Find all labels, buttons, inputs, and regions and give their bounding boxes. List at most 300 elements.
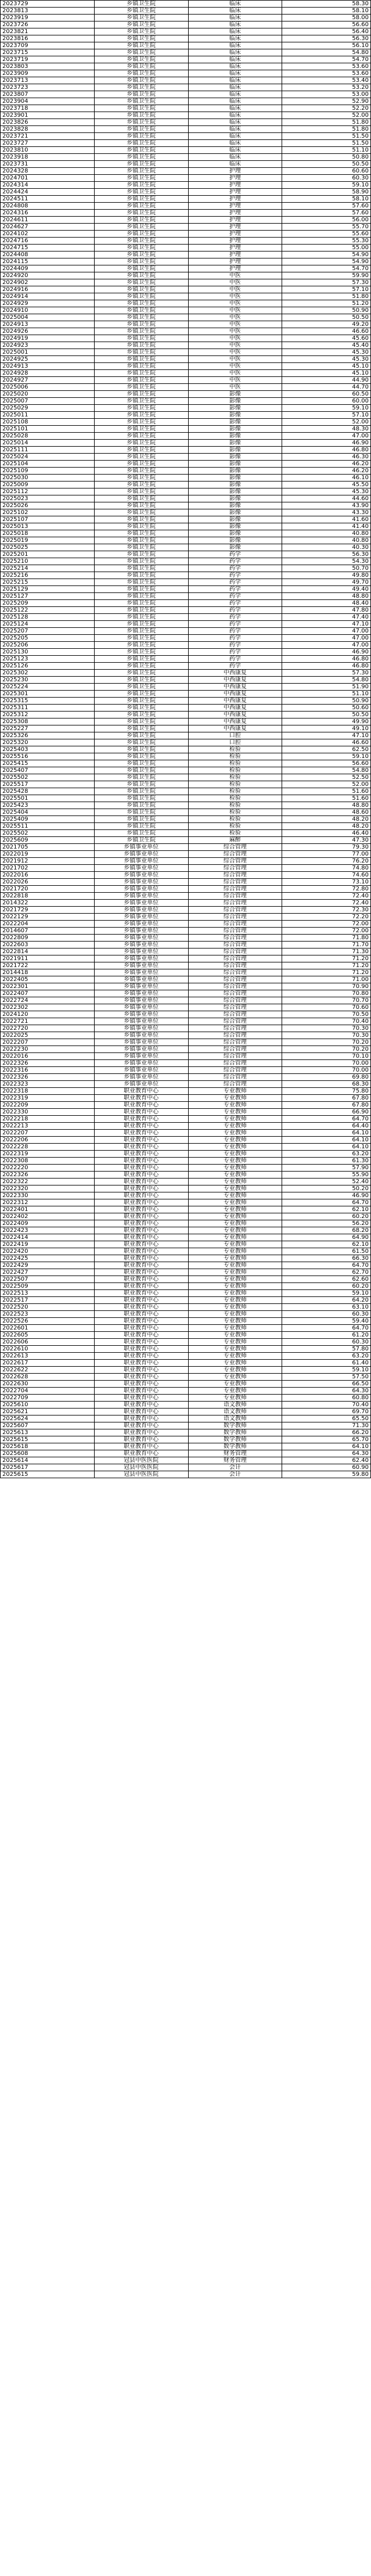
post-cell: 中医: [188, 356, 282, 363]
score-cell: 49.80: [282, 572, 371, 579]
post-cell: 综合管理: [188, 1053, 282, 1060]
post-cell: 专业教师: [188, 1220, 282, 1227]
post-cell: 药学: [188, 614, 282, 621]
post-cell: 影像: [188, 447, 282, 454]
exam-id-cell: 2025502: [1, 830, 95, 837]
table-row: [1, 1137, 371, 1144]
table-row: [1, 1095, 371, 1102]
exam-id-cell: 2024919: [1, 335, 95, 342]
table-row: [1, 530, 371, 537]
unit-cell: 职业教育中心: [94, 1102, 188, 1109]
score-cell: 72.80: [282, 886, 371, 893]
unit-cell: 乡镇卫生院: [94, 238, 188, 245]
score-cell: 60.90: [282, 1464, 371, 1471]
score-cell: 45.30: [282, 349, 371, 356]
exam-id-cell: 2022523: [1, 1311, 95, 1318]
post-cell: 语文教师: [188, 1415, 282, 1422]
exam-id-cell: 2022302: [1, 1004, 95, 1011]
table-row: [1, 607, 371, 614]
unit-cell: 职业教育中心: [94, 1144, 188, 1151]
table-row: [1, 698, 371, 705]
score-cell: 60.30: [282, 175, 371, 182]
score-cell: 72.00: [282, 928, 371, 935]
exam-id-cell: 2025124: [1, 621, 95, 628]
exam-id-cell: 2022610: [1, 1346, 95, 1353]
table-row: [1, 370, 371, 377]
table-row: [1, 1297, 371, 1304]
table-row: [1, 8, 371, 15]
exam-id-cell: 2023803: [1, 63, 95, 70]
unit-cell: 乡镇卫生院: [94, 314, 188, 321]
exam-id-cell: 2025112: [1, 488, 95, 495]
post-cell: 专业教师: [188, 1346, 282, 1353]
unit-cell: 乡镇卫生院: [94, 732, 188, 739]
unit-cell: 乡镇卫生院: [94, 112, 188, 119]
post-cell: 专业教师: [188, 1192, 282, 1199]
unit-cell: 职业教育中心: [94, 1095, 188, 1102]
exam-id-cell: 2022520: [1, 1304, 95, 1311]
unit-cell: 乡镇卫生院: [94, 231, 188, 238]
exam-id-cell: 2025320: [1, 739, 95, 746]
unit-cell: 职业教育中心: [94, 1436, 188, 1443]
post-cell: 综合管理: [188, 949, 282, 955]
post-cell: 影像: [188, 454, 282, 461]
post-cell: 中医: [188, 272, 282, 279]
table-row: [1, 1346, 371, 1353]
score-cell: 61.40: [282, 1360, 371, 1367]
unit-cell: 职业教育中心: [94, 1172, 188, 1179]
table-row: [1, 921, 371, 928]
score-cell: 48.40: [282, 600, 371, 607]
score-cell: 64.30: [282, 1388, 371, 1395]
post-cell: 数学教师: [188, 1436, 282, 1443]
score-cell: 64.40: [282, 1123, 371, 1130]
table-row: [1, 1192, 371, 1199]
exam-id-cell: 2025026: [1, 502, 95, 509]
exam-id-cell: 2022420: [1, 1248, 95, 1255]
table-row: [1, 969, 371, 976]
exam-id-cell: 2022721: [1, 1018, 95, 1025]
unit-cell: 乡镇事业单位: [94, 879, 188, 886]
unit-cell: 职业教育中心: [94, 1311, 188, 1318]
exam-id-cell: 2025302: [1, 670, 95, 677]
unit-cell: 乡镇卫生院: [94, 628, 188, 635]
unit-cell: 职业教育中心: [94, 1234, 188, 1241]
unit-cell: 职业教育中心: [94, 1318, 188, 1325]
post-cell: 专业教师: [188, 1339, 282, 1346]
table-row: [1, 593, 371, 600]
score-cell: 59.10: [282, 753, 371, 760]
table-row: [1, 670, 371, 677]
exam-id-cell: 2022414: [1, 1234, 95, 1241]
post-cell: 药学: [188, 600, 282, 607]
table-row: [1, 412, 371, 419]
unit-cell: 职业教育中心: [94, 1395, 188, 1402]
exam-id-cell: 2023919: [1, 15, 95, 21]
table-row: [1, 1353, 371, 1360]
exam-id-cell: 2025107: [1, 516, 95, 523]
score-cell: 72.20: [282, 914, 371, 921]
exam-id-cell: 2022326: [1, 1074, 95, 1081]
table-row: [1, 1158, 371, 1165]
post-cell: 专业教师: [188, 1283, 282, 1290]
post-cell: 药学: [188, 663, 282, 670]
table-row: [1, 1123, 371, 1130]
exam-id-cell: 2022630: [1, 1381, 95, 1388]
score-cell: 62.50: [282, 746, 371, 753]
table-row: [1, 433, 371, 440]
score-cell: 56.40: [282, 28, 371, 35]
unit-cell: 职业教育中心: [94, 1199, 188, 1206]
score-cell: 52.00: [282, 781, 371, 788]
post-cell: 专业教师: [188, 1290, 282, 1297]
exam-id-cell: 2022230: [1, 1046, 95, 1053]
post-cell: 综合管理: [188, 1067, 282, 1074]
score-cell: 47.80: [282, 607, 371, 614]
post-cell: 专业教师: [188, 1332, 282, 1339]
unit-cell: 乡镇卫生院: [94, 105, 188, 112]
table-row: [1, 558, 371, 565]
exam-id-cell: 2022019: [1, 851, 95, 858]
post-cell: 综合管理: [188, 872, 282, 879]
unit-cell: 乡镇事业单位: [94, 851, 188, 858]
score-cell: 71.30: [282, 949, 371, 955]
post-cell: 影像: [188, 391, 282, 398]
table-row: [1, 224, 371, 231]
post-cell: 综合管理: [188, 851, 282, 858]
score-cell: 55.70: [282, 224, 371, 231]
score-cell: 70.40: [282, 1018, 371, 1025]
exam-id-cell: 2025409: [1, 816, 95, 823]
post-cell: 会计: [188, 1471, 282, 1478]
post-cell: 专业教师: [188, 1325, 282, 1332]
unit-cell: 乡镇卫生院: [94, 725, 188, 732]
post-cell: 综合管理: [188, 1032, 282, 1039]
score-cell: 51.10: [282, 147, 371, 154]
unit-cell: 职业教育中心: [94, 1116, 188, 1123]
table-row: [1, 516, 371, 523]
post-cell: 影像: [188, 537, 282, 544]
post-cell: 专业教师: [188, 1227, 282, 1234]
post-cell: 临床: [188, 126, 282, 133]
post-cell: 会计: [188, 1464, 282, 1471]
unit-cell: 职业教育中心: [94, 1360, 188, 1367]
score-cell: 47.10: [282, 621, 371, 628]
post-cell: 药学: [188, 656, 282, 663]
score-cell: 55.60: [282, 231, 371, 238]
table-row: [1, 1032, 371, 1039]
score-cell: 60.50: [282, 391, 371, 398]
exam-id-cell: 2025501: [1, 795, 95, 802]
exam-id-cell: 2025018: [1, 530, 95, 537]
post-cell: 专业教师: [188, 1374, 282, 1381]
score-cell: 70.60: [282, 1004, 371, 1011]
unit-cell: 乡镇事业单位: [94, 1032, 188, 1039]
unit-cell: 职业教育中心: [94, 1422, 188, 1429]
post-cell: 临床: [188, 42, 282, 49]
table-row: [1, 1213, 371, 1220]
score-cell: 70.80: [282, 990, 371, 997]
unit-cell: 乡镇卫生院: [94, 509, 188, 516]
table-row: [1, 440, 371, 447]
exam-id-cell: 2025312: [1, 712, 95, 718]
score-cell: 47.30: [282, 837, 371, 844]
unit-cell: 职业教育中心: [94, 1353, 188, 1360]
table-row: [1, 1241, 371, 1248]
unit-cell: 乡镇卫生院: [94, 440, 188, 447]
exam-id-cell: 2025610: [1, 1402, 95, 1409]
score-cell: 51.50: [282, 140, 371, 147]
table-row: [1, 272, 371, 279]
unit-cell: 乡镇事业单位: [94, 997, 188, 1004]
post-cell: 专业教师: [188, 1262, 282, 1269]
post-cell: 检验: [188, 767, 282, 774]
score-cell: 43.90: [282, 502, 371, 509]
score-cell: 72.40: [282, 893, 371, 900]
unit-cell: 乡镇卫生院: [94, 809, 188, 816]
exam-id-cell: 2025516: [1, 753, 95, 760]
table-row: [1, 1388, 371, 1395]
exam-id-cell: 2025024: [1, 454, 95, 461]
exam-id-cell: 2024314: [1, 182, 95, 189]
table-row: [1, 307, 371, 314]
exam-id-cell: 2014418: [1, 969, 95, 976]
score-cell: 71.20: [282, 969, 371, 976]
post-cell: 中医: [188, 321, 282, 328]
exam-id-cell: 2022129: [1, 914, 95, 921]
table-row: [1, 802, 371, 809]
post-cell: 临床: [188, 105, 282, 112]
post-cell: 专业教师: [188, 1095, 282, 1102]
table-row: [1, 349, 371, 356]
table-row: [1, 823, 371, 830]
score-cell: 50.90: [282, 307, 371, 314]
score-cell: 46.90: [282, 649, 371, 656]
post-cell: 药学: [188, 579, 282, 586]
unit-cell: 乡镇卫生院: [94, 816, 188, 823]
unit-cell: 乡镇事业单位: [94, 949, 188, 955]
table-row: [1, 419, 371, 426]
unit-cell: 职业教育中心: [94, 1262, 188, 1269]
table-row: [1, 725, 371, 732]
score-cell: 41.40: [282, 523, 371, 530]
unit-cell: 乡镇卫生院: [94, 530, 188, 537]
exam-id-cell: 2022312: [1, 1199, 95, 1206]
exam-id-cell: 2024920: [1, 272, 95, 279]
score-cell: 49.90: [282, 718, 371, 725]
exam-id-cell: 2023826: [1, 119, 95, 126]
post-cell: 综合管理: [188, 997, 282, 1004]
table-row: [1, 1283, 371, 1290]
score-cell: 46.90: [282, 1192, 371, 1199]
score-cell: 54.80: [282, 767, 371, 774]
score-cell: 53.20: [282, 84, 371, 91]
unit-cell: 乡镇卫生院: [94, 210, 188, 217]
exam-id-cell: 2025224: [1, 684, 95, 691]
exam-id-cell: 2022724: [1, 997, 95, 1004]
exam-id-cell: 2022326: [1, 1172, 95, 1179]
table-row: [1, 1116, 371, 1123]
post-cell: 检验: [188, 760, 282, 767]
unit-cell: 乡镇卫生院: [94, 63, 188, 70]
unit-cell: 职业教育中心: [94, 1304, 188, 1311]
score-cell: 57.10: [282, 286, 371, 293]
exam-id-cell: 2024627: [1, 224, 95, 231]
exam-id-cell: 2025613: [1, 1429, 95, 1436]
exam-id-cell: 2022322: [1, 1179, 95, 1185]
score-cell: 62.60: [282, 1276, 371, 1283]
score-cell: 51.60: [282, 795, 371, 802]
score-cell: 73.10: [282, 879, 371, 886]
table-row: [1, 56, 371, 63]
unit-cell: 乡镇卫生院: [94, 649, 188, 656]
score-cell: 59.10: [282, 405, 371, 412]
post-cell: 检验: [188, 746, 282, 753]
exam-id-cell: 2024102: [1, 231, 95, 238]
exam-id-cell: 2022330: [1, 1192, 95, 1199]
unit-cell: 乡镇卫生院: [94, 495, 188, 502]
exam-id-cell: 2023731: [1, 161, 95, 168]
unit-cell: 乡镇事业单位: [94, 955, 188, 962]
unit-cell: 职业教育中心: [94, 1450, 188, 1457]
unit-cell: 职业教育中心: [94, 1088, 188, 1095]
unit-cell: 乡镇卫生院: [94, 419, 188, 426]
unit-cell: 乡镇卫生院: [94, 363, 188, 370]
score-cell: 46.80: [282, 447, 371, 454]
exam-id-cell: 2025019: [1, 537, 95, 544]
unit-cell: 职业教育中心: [94, 1185, 188, 1192]
exam-id-cell: 2022323: [1, 1081, 95, 1088]
table-row: [1, 1227, 371, 1234]
score-cell: 53.60: [282, 70, 371, 77]
post-cell: 护理: [188, 224, 282, 231]
score-cell: 52.20: [282, 105, 371, 112]
unit-cell: 职业教育中心: [94, 1179, 188, 1185]
score-cell: 50.20: [282, 1185, 371, 1192]
score-cell: 64.70: [282, 1199, 371, 1206]
score-cell: 45.60: [282, 335, 371, 342]
table-row: [1, 328, 371, 335]
score-cell: 64.70: [282, 1116, 371, 1123]
score-cell: 60.30: [282, 1311, 371, 1318]
unit-cell: 乡镇卫生院: [94, 705, 188, 712]
score-cell: 55.00: [282, 245, 371, 252]
score-cell: 72.40: [282, 900, 371, 907]
post-cell: 专业教师: [188, 1199, 282, 1206]
exam-id-cell: 2014607: [1, 928, 95, 935]
exam-id-cell: 2022308: [1, 1158, 95, 1165]
table-row: [1, 265, 371, 272]
exam-id-cell: 2025001: [1, 349, 95, 356]
exam-id-cell: 2024923: [1, 342, 95, 349]
unit-cell: 乡镇事业单位: [94, 844, 188, 851]
post-cell: 药学: [188, 635, 282, 642]
score-cell: 76.20: [282, 858, 371, 865]
post-cell: 专业教师: [188, 1088, 282, 1095]
post-cell: 中医: [188, 363, 282, 370]
table-row: [1, 983, 371, 990]
exam-id-cell: 2025403: [1, 746, 95, 753]
unit-cell: 职业教育中心: [94, 1241, 188, 1248]
post-cell: 影像: [188, 440, 282, 447]
table-row: [1, 391, 371, 398]
unit-cell: 乡镇卫生院: [94, 746, 188, 753]
table-row: [1, 572, 371, 579]
table-row: [1, 286, 371, 293]
post-cell: 中医: [188, 293, 282, 300]
unit-cell: 乡镇事业单位: [94, 935, 188, 942]
table-row: [1, 488, 371, 495]
score-cell: 60.60: [282, 168, 371, 175]
exam-id-cell: 2023901: [1, 112, 95, 119]
score-cell: 70.90: [282, 983, 371, 990]
score-cell: 44.70: [282, 384, 371, 391]
exam-id-cell: 2025301: [1, 691, 95, 698]
score-cell: 57.60: [282, 203, 371, 210]
table-row: [1, 907, 371, 914]
table-row: [1, 600, 371, 607]
exam-id-cell: 2023723: [1, 84, 95, 91]
unit-cell: 职业教育中心: [94, 1109, 188, 1116]
table-row: [1, 635, 371, 642]
post-cell: 综合管理: [188, 879, 282, 886]
unit-cell: 乡镇卫生院: [94, 614, 188, 621]
unit-cell: 乡镇卫生院: [94, 642, 188, 649]
unit-cell: 乡镇卫生院: [94, 370, 188, 377]
exam-id-cell: 2021702: [1, 865, 95, 872]
table-row: [1, 363, 371, 370]
exam-id-cell: 2024913: [1, 363, 95, 370]
score-cell: 45.10: [282, 363, 371, 370]
unit-cell: 职业教育中心: [94, 1151, 188, 1158]
exam-id-cell: 2022405: [1, 976, 95, 983]
table-row: [1, 258, 371, 265]
exam-id-cell: 2022330: [1, 1109, 95, 1116]
unit-cell: 职业教育中心: [94, 1123, 188, 1130]
exam-id-cell: 2021720: [1, 886, 95, 893]
unit-cell: 乡镇卫生院: [94, 196, 188, 203]
post-cell: 中医: [188, 286, 282, 293]
table-row: [1, 732, 371, 739]
unit-cell: 乡镇卫生院: [94, 586, 188, 593]
unit-cell: 乡镇卫生院: [94, 286, 188, 293]
unit-cell: 乡镇卫生院: [94, 482, 188, 488]
unit-cell: 职业教育中心: [94, 1206, 188, 1213]
exam-id-cell: 2014322: [1, 900, 95, 907]
unit-cell: 乡镇事业单位: [94, 921, 188, 928]
unit-cell: 乡镇卫生院: [94, 551, 188, 558]
exam-id-cell: 2022423: [1, 1227, 95, 1234]
unit-cell: 乡镇卫生院: [94, 461, 188, 468]
exam-id-cell: 2024926: [1, 328, 95, 335]
score-cell: 71.80: [282, 935, 371, 942]
exam-id-cell: 2022507: [1, 1276, 95, 1283]
unit-cell: 乡镇卫生院: [94, 663, 188, 670]
exam-id-cell: 2022326: [1, 1060, 95, 1067]
unit-cell: 乡镇卫生院: [94, 77, 188, 84]
table-row: [1, 523, 371, 530]
table-row: [1, 49, 371, 56]
post-cell: 临床: [188, 133, 282, 140]
table-row: [1, 872, 371, 879]
post-cell: 数学教师: [188, 1429, 282, 1436]
table-row: [1, 976, 371, 983]
score-cell: 46.40: [282, 830, 371, 837]
score-cell: 59.40: [282, 1318, 371, 1325]
score-cell: 52.90: [282, 98, 371, 105]
score-cell: 45.50: [282, 482, 371, 488]
score-cell: 46.80: [282, 656, 371, 663]
